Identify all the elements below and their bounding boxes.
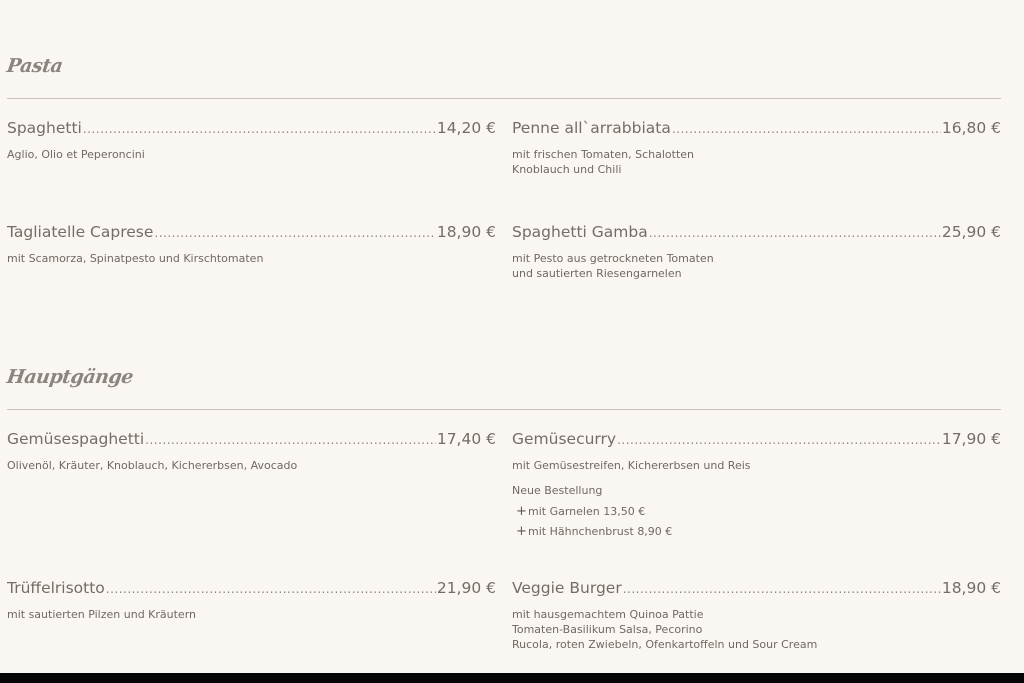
menu-item-veggie-burger xyxy=(512,578,1001,652)
menu-item-spaghetti xyxy=(7,118,496,162)
item-description xyxy=(7,147,496,162)
dot-leader xyxy=(106,579,436,599)
item-description xyxy=(512,251,1001,281)
dot-leader xyxy=(145,430,436,450)
item-name: Gemüsespaghetti xyxy=(7,430,145,448)
item-price: 21,90 € xyxy=(436,579,496,597)
option-add-haehnchenbrust[interactable] xyxy=(516,524,1001,539)
item-description xyxy=(512,147,1001,177)
description-line: und sautierten Riesengarnelen xyxy=(512,267,682,280)
order-options-title: Neue Bestellung xyxy=(512,484,603,497)
menu-item-trueffelrisotto xyxy=(7,578,496,622)
dot-leader xyxy=(617,430,941,450)
description-line: mit Pesto aus getrockneten Tomaten xyxy=(512,252,714,265)
menu-item-spaghetti-gamba xyxy=(512,222,1001,281)
section-title-hauptgaenge: Hauptgänge xyxy=(5,366,135,388)
item-price: 18,90 € xyxy=(941,579,1001,597)
bottom-edge-bar xyxy=(0,673,1024,683)
order-options xyxy=(512,483,1001,539)
dot-leader xyxy=(83,119,436,139)
item-price: 17,90 € xyxy=(941,430,1001,448)
menu-item-tagliatelle-caprese xyxy=(7,222,496,266)
dot-leader xyxy=(154,223,435,243)
plus-icon[interactable]: + xyxy=(516,503,527,519)
item-price: 14,20 € xyxy=(436,119,496,137)
description-line: Aglio, Olio et Peperoncini xyxy=(7,148,145,161)
item-description xyxy=(7,458,496,473)
item-description xyxy=(512,458,1001,473)
description-line: mit sautierten Pilzen und Kräutern xyxy=(7,608,196,621)
menu-item-gemuesespaghetti xyxy=(7,429,496,473)
dot-leader xyxy=(623,579,941,599)
item-name: Veggie Burger xyxy=(512,579,622,597)
description-line: Rucola, roten Zwiebeln, Ofenkartoffeln und Sour Cream xyxy=(512,638,818,651)
section-title-pasta: Pasta xyxy=(5,55,64,77)
option-label[interactable]: mit Hähnchenbrust 8,90 € xyxy=(528,525,673,538)
item-description xyxy=(7,607,496,622)
item-price: 25,90 € xyxy=(941,223,1001,241)
description-line: mit Scamorza, Spinatpesto und Kirschtomaten xyxy=(7,252,264,265)
item-name: Gemüsecurry xyxy=(512,430,617,448)
section-divider xyxy=(7,409,1001,410)
item-name: Tagliatelle Caprese xyxy=(7,223,154,241)
item-name: Spaghetti Gamba xyxy=(512,223,648,241)
item-name: Trüffelrisotto xyxy=(7,579,105,597)
section-divider xyxy=(7,98,1001,99)
description-line: Tomaten-Basilikum Salsa, Pecorino xyxy=(512,623,703,636)
option-label[interactable]: mit Garnelen 13,50 € xyxy=(528,505,646,518)
dot-leader xyxy=(672,119,941,139)
description-line: Olivenöl, Kräuter, Knoblauch, Kichererbsen, Avocado xyxy=(7,459,298,472)
description-line: Knoblauch und Chili xyxy=(512,163,622,176)
dot-leader xyxy=(649,223,941,243)
item-price: 17,40 € xyxy=(436,430,496,448)
item-price: 18,90 € xyxy=(436,223,496,241)
description-line: mit hausgemachtem Quinoa Pattie xyxy=(512,608,704,621)
menu-item-penne-arrabbiata xyxy=(512,118,1001,177)
option-add-garnelen[interactable] xyxy=(516,504,1001,519)
item-name: Spaghetti xyxy=(7,119,82,137)
item-description xyxy=(512,607,1001,652)
menu-item-gemuesecurry xyxy=(512,429,1001,544)
plus-icon[interactable]: + xyxy=(516,523,527,539)
description-line: mit Gemüsestreifen, Kichererbsen und Reis xyxy=(512,459,751,472)
item-description xyxy=(7,251,496,266)
description-line: mit frischen Tomaten, Schalotten xyxy=(512,148,694,161)
item-price: 16,80 € xyxy=(941,119,1001,137)
item-name: Penne all`arrabbiata xyxy=(512,119,671,137)
